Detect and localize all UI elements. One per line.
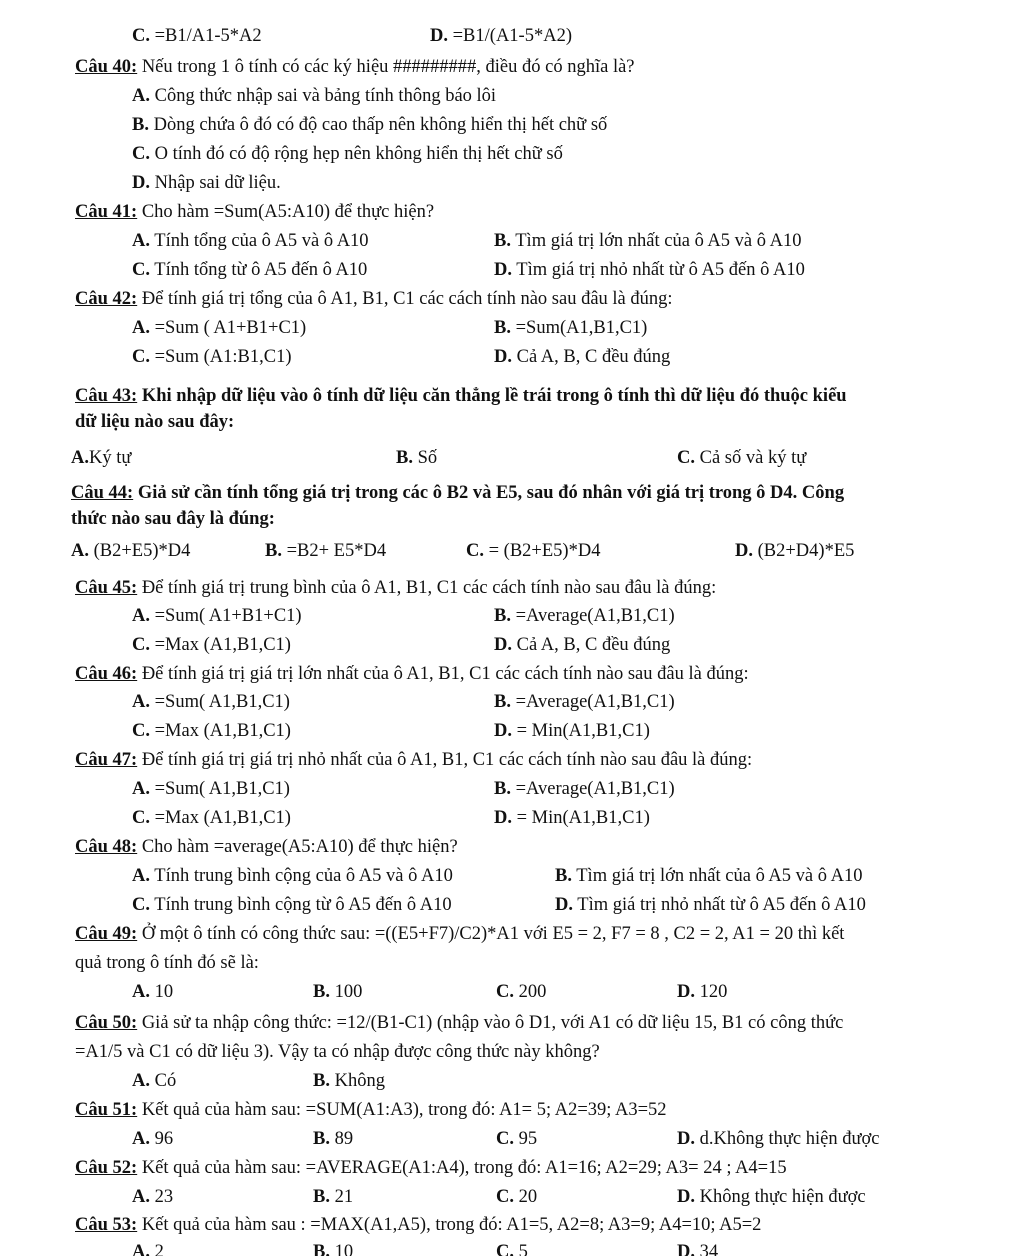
q53-option-c: C. 5 xyxy=(496,1242,528,1256)
q49-option-d: D. 120 xyxy=(677,982,728,1002)
q47-option-b: B. =Average(A1,B1,C1) xyxy=(494,779,675,799)
question-43: Câu 43: Khi nhập dữ liệu vào ô tính dữ liệu căn thẳng lề trái trong ô tính thì dữ liệu đó thuộc kiểu xyxy=(75,386,847,406)
q48-option-c: C. Tính trung bình cộng từ ô A5 đến ô A10 xyxy=(132,895,452,915)
question-47: Câu 47: Để tính giá trị giá trị nhỏ nhất của ô A1, B1, C1 các cách tính nào sau đâu là đúng: xyxy=(75,750,753,770)
q41-option-c: C. Tính tổng từ ô A5 đến ô A10 xyxy=(132,260,368,280)
q40-option-c: C. O tính đó có độ rộng hẹp nên không hiển thị hết chữ số xyxy=(132,144,563,164)
q52-option-b: B. 21 xyxy=(313,1187,354,1207)
q46-option-a: A. =Sum( A1,B1,C1) xyxy=(132,692,290,712)
question-45: Câu 45: Để tính giá trị trung bình của ô A1, B1, C1 các cách tính nào sau đâu là đúng: xyxy=(75,578,717,598)
question-41: Câu 41: Cho hàm =Sum(A5:A10) để thực hiện? xyxy=(75,202,435,222)
q44-option-b: B. =B2+ E5*D4 xyxy=(265,541,387,561)
q45-option-d: D. Cả A, B, C đều đúng xyxy=(494,635,671,655)
q44-option-a: A. (B2+E5)*D4 xyxy=(71,541,191,561)
question-50-cont: =A1/5 và C1 có dữ liệu 3). Vậy ta có nhập được công thức này không? xyxy=(75,1042,600,1062)
q42-option-d: D. Cả A, B, C đều đúng xyxy=(494,347,671,367)
question-53: Câu 53: Kết quả của hàm sau : =MAX(A1,A5), trong đó: A1=5, A2=8; A3=9; A4=10; A5=2 xyxy=(75,1215,762,1235)
question-52: Câu 52: Kết quả của hàm sau: =AVERAGE(A1:A4), trong đó: A1=16; A2=29; A3= 24 ; A4=15 xyxy=(75,1158,787,1178)
question-49: Câu 49: Ở một ô tính có công thức sau: =((E5+F7)/C2)*A1 với E5 = 2, F7 = 8 , C2 = 2, A1 = 20 thì kết xyxy=(75,924,845,944)
question-49-cont: quả trong ô tính đó sẽ là: xyxy=(75,953,259,973)
q48-option-b: B. Tìm giá trị lớn nhất của ô A5 và ô A10 xyxy=(555,866,863,886)
q49-option-a: A. 10 xyxy=(132,982,174,1002)
question-43-cont: dữ liệu nào sau đây: xyxy=(75,412,235,432)
question-42: Câu 42: Để tính giá trị tổng của ô A1, B1, C1 các cách tính nào sau đâu là đúng: xyxy=(75,289,673,309)
question-48: Câu 48: Cho hàm =average(A5:A10) để thực hiện? xyxy=(75,837,458,857)
q52-option-d: D. Không thực hiện được xyxy=(677,1187,866,1207)
q49-option-c: C. 200 xyxy=(496,982,547,1002)
q48-option-d: D. Tìm giá trị nhỏ nhất từ ô A5 đến ô A10 xyxy=(555,895,866,915)
q51-option-a: A. 96 xyxy=(132,1129,174,1149)
q47-option-c: C. =Max (A1,B1,C1) xyxy=(132,808,291,828)
q52-option-a: A. 23 xyxy=(132,1187,174,1207)
q42-option-c: C. =Sum (A1:B1,C1) xyxy=(132,347,292,367)
q46-option-c: C. =Max (A1,B1,C1) xyxy=(132,721,291,741)
q51-option-b: B. 89 xyxy=(313,1129,354,1149)
question-50: Câu 50: Giả sử ta nhập công thức: =12/(B1-C1) (nhập vào ô D1, với A1 có dữ liệu 15, B1 có công thức xyxy=(75,1013,844,1033)
q43-option-c: C. Cả số và ký tự xyxy=(677,448,807,468)
q41-option-b: B. Tìm giá trị lớn nhất của ô A5 và ô A10 xyxy=(494,231,802,251)
question-40: Câu 40: Nếu trong 1 ô tính có các ký hiệu #########, điều đó có nghĩa là? xyxy=(75,57,635,77)
q45-option-a: A. =Sum( A1+B1+C1) xyxy=(132,606,302,626)
q44-option-d: D. (B2+D4)*E5 xyxy=(735,541,855,561)
q46-option-b: B. =Average(A1,B1,C1) xyxy=(494,692,675,712)
q48-option-a: A. Tính trung bình cộng của ô A5 và ô A10 xyxy=(132,866,453,886)
q53-option-d: D. 34 xyxy=(677,1242,719,1256)
option-d-q39: D. =B1/(A1-5*A2) xyxy=(430,26,572,46)
q51-option-d: D. d.Không thực hiện được xyxy=(677,1129,880,1149)
q42-option-a: A. =Sum ( A1+B1+C1) xyxy=(132,318,307,338)
q44-option-c: C. = (B2+E5)*D4 xyxy=(466,541,601,561)
q40-option-d: D. Nhập sai dữ liệu. xyxy=(132,173,281,193)
q41-option-a: A. Tính tổng của ô A5 và ô A10 xyxy=(132,231,369,251)
q47-option-a: A. =Sum( A1,B1,C1) xyxy=(132,779,290,799)
question-44: Câu 44: Giả sử cần tính tổng giá trị trong các ô B2 và E5, sau đó nhân với giá trị trong ô D4. Công xyxy=(71,483,845,503)
q45-option-c: C. =Max (A1,B1,C1) xyxy=(132,635,291,655)
question-51: Câu 51: Kết quả của hàm sau: =SUM(A1:A3), trong đó: A1= 5; A2=39; A3=52 xyxy=(75,1100,667,1120)
q40-option-a: A. Công thức nhập sai và bảng tính thông báo lôi xyxy=(132,86,497,106)
q50-option-b: B. Không xyxy=(313,1071,385,1091)
q43-option-b: B. Số xyxy=(396,448,438,468)
question-46: Câu 46: Để tính giá trị giá trị lớn nhất của ô A1, B1, C1 các cách tính nào sau đâu là đúng: xyxy=(75,664,749,684)
option-c-q39: C. =B1/A1-5*A2 xyxy=(132,26,262,46)
q43-option-a: A.Ký tự xyxy=(71,448,132,468)
q53-option-a: A. 2 xyxy=(132,1242,164,1256)
q40-option-b: B. Dòng chứa ô đó có độ cao thấp nên không hiển thị hết chữ số xyxy=(132,115,608,135)
q49-option-b: B. 100 xyxy=(313,982,363,1002)
q50-option-a: A. Có xyxy=(132,1071,177,1091)
q41-option-d: D. Tìm giá trị nhỏ nhất từ ô A5 đến ô A10 xyxy=(494,260,805,280)
q52-option-c: C. 20 xyxy=(496,1187,538,1207)
q45-option-b: B. =Average(A1,B1,C1) xyxy=(494,606,675,626)
q42-option-b: B. =Sum(A1,B1,C1) xyxy=(494,318,648,338)
question-44-cont: thức nào sau đây là đúng: xyxy=(71,509,275,529)
q53-option-b: B. 10 xyxy=(313,1242,354,1256)
q51-option-c: C. 95 xyxy=(496,1129,538,1149)
q47-option-d: D. = Min(A1,B1,C1) xyxy=(494,808,650,828)
q46-option-d: D. = Min(A1,B1,C1) xyxy=(494,721,650,741)
